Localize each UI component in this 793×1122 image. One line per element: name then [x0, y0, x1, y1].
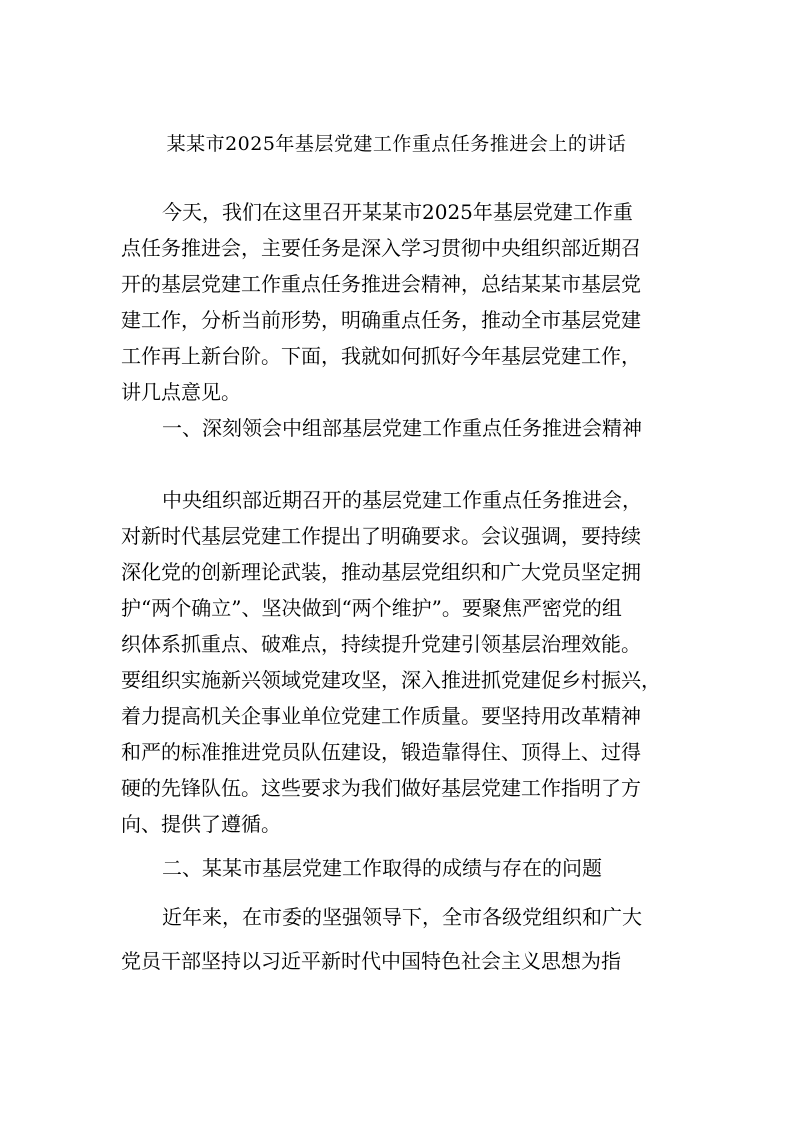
paragraph-line: 和严的标准推进党员队伍建设，锻造靠得住、顶得上、过得: [121, 740, 641, 764]
paragraph-line: 近年来，在市委的坚强领导下，全市各级党组织和广大: [162, 905, 642, 929]
paragraph-line: 讲几点意见。: [121, 380, 241, 404]
paragraph-line: 建工作，分析当前形势，明确重点任务，推动全市基层党建: [121, 308, 641, 332]
paragraph-line: 织体系抓重点、破难点，持续提升党建引领基层治理效能。: [121, 632, 641, 656]
paragraph-line: 硬的先锋队伍。这些要求为我们做好基层党建工作指明了方: [121, 776, 641, 800]
paragraph-line: 点任务推进会，主要任务是深入学习贯彻中央组织部近期召: [121, 236, 641, 260]
paragraph-line: 党员干部坚持以习近平新时代中国特色社会主义思想为指: [121, 949, 621, 973]
paragraph-line: 要组织实施新兴领域党建攻坚，深入推进抓党建促乡村振兴，: [121, 668, 661, 692]
paragraph-line: 开的基层党建工作重点任务推进会精神，总结某某市基层党: [121, 272, 641, 296]
section-heading: 二、某某市基层党建工作取得的成绩与存在的问题: [162, 856, 602, 880]
paragraph-line: 对新时代基层党建工作提出了明确要求。会议强调，要持续: [121, 524, 641, 548]
page-title: 某某市2025年基层党建工作重点任务推进会上的讲话: [166, 133, 627, 155]
paragraph-line: 深化党的创新理论武装，推动基层党组织和广大党员坚定拥: [121, 560, 641, 584]
section-heading: 一、深刻领会中组部基层党建工作重点任务推进会精神: [162, 416, 642, 440]
paragraph-line: 护“两个确立”、坚决做到“两个维护”。要聚焦严密党的组: [121, 596, 622, 620]
paragraph-line: 向、提供了遵循。: [121, 812, 281, 836]
paragraph-line: 工作再上新台阶。下面，我就如何抓好今年基层党建工作，: [121, 344, 641, 368]
paragraph-line: 中央组织部近期召开的基层党建工作重点任务推进会，: [162, 488, 642, 512]
paragraph-line: 着力提高机关企事业单位党建工作质量。要坚持用改革精神: [121, 704, 641, 728]
paragraph-line: 今天，我们在这里召开某某市2025年基层党建工作重: [162, 200, 633, 224]
